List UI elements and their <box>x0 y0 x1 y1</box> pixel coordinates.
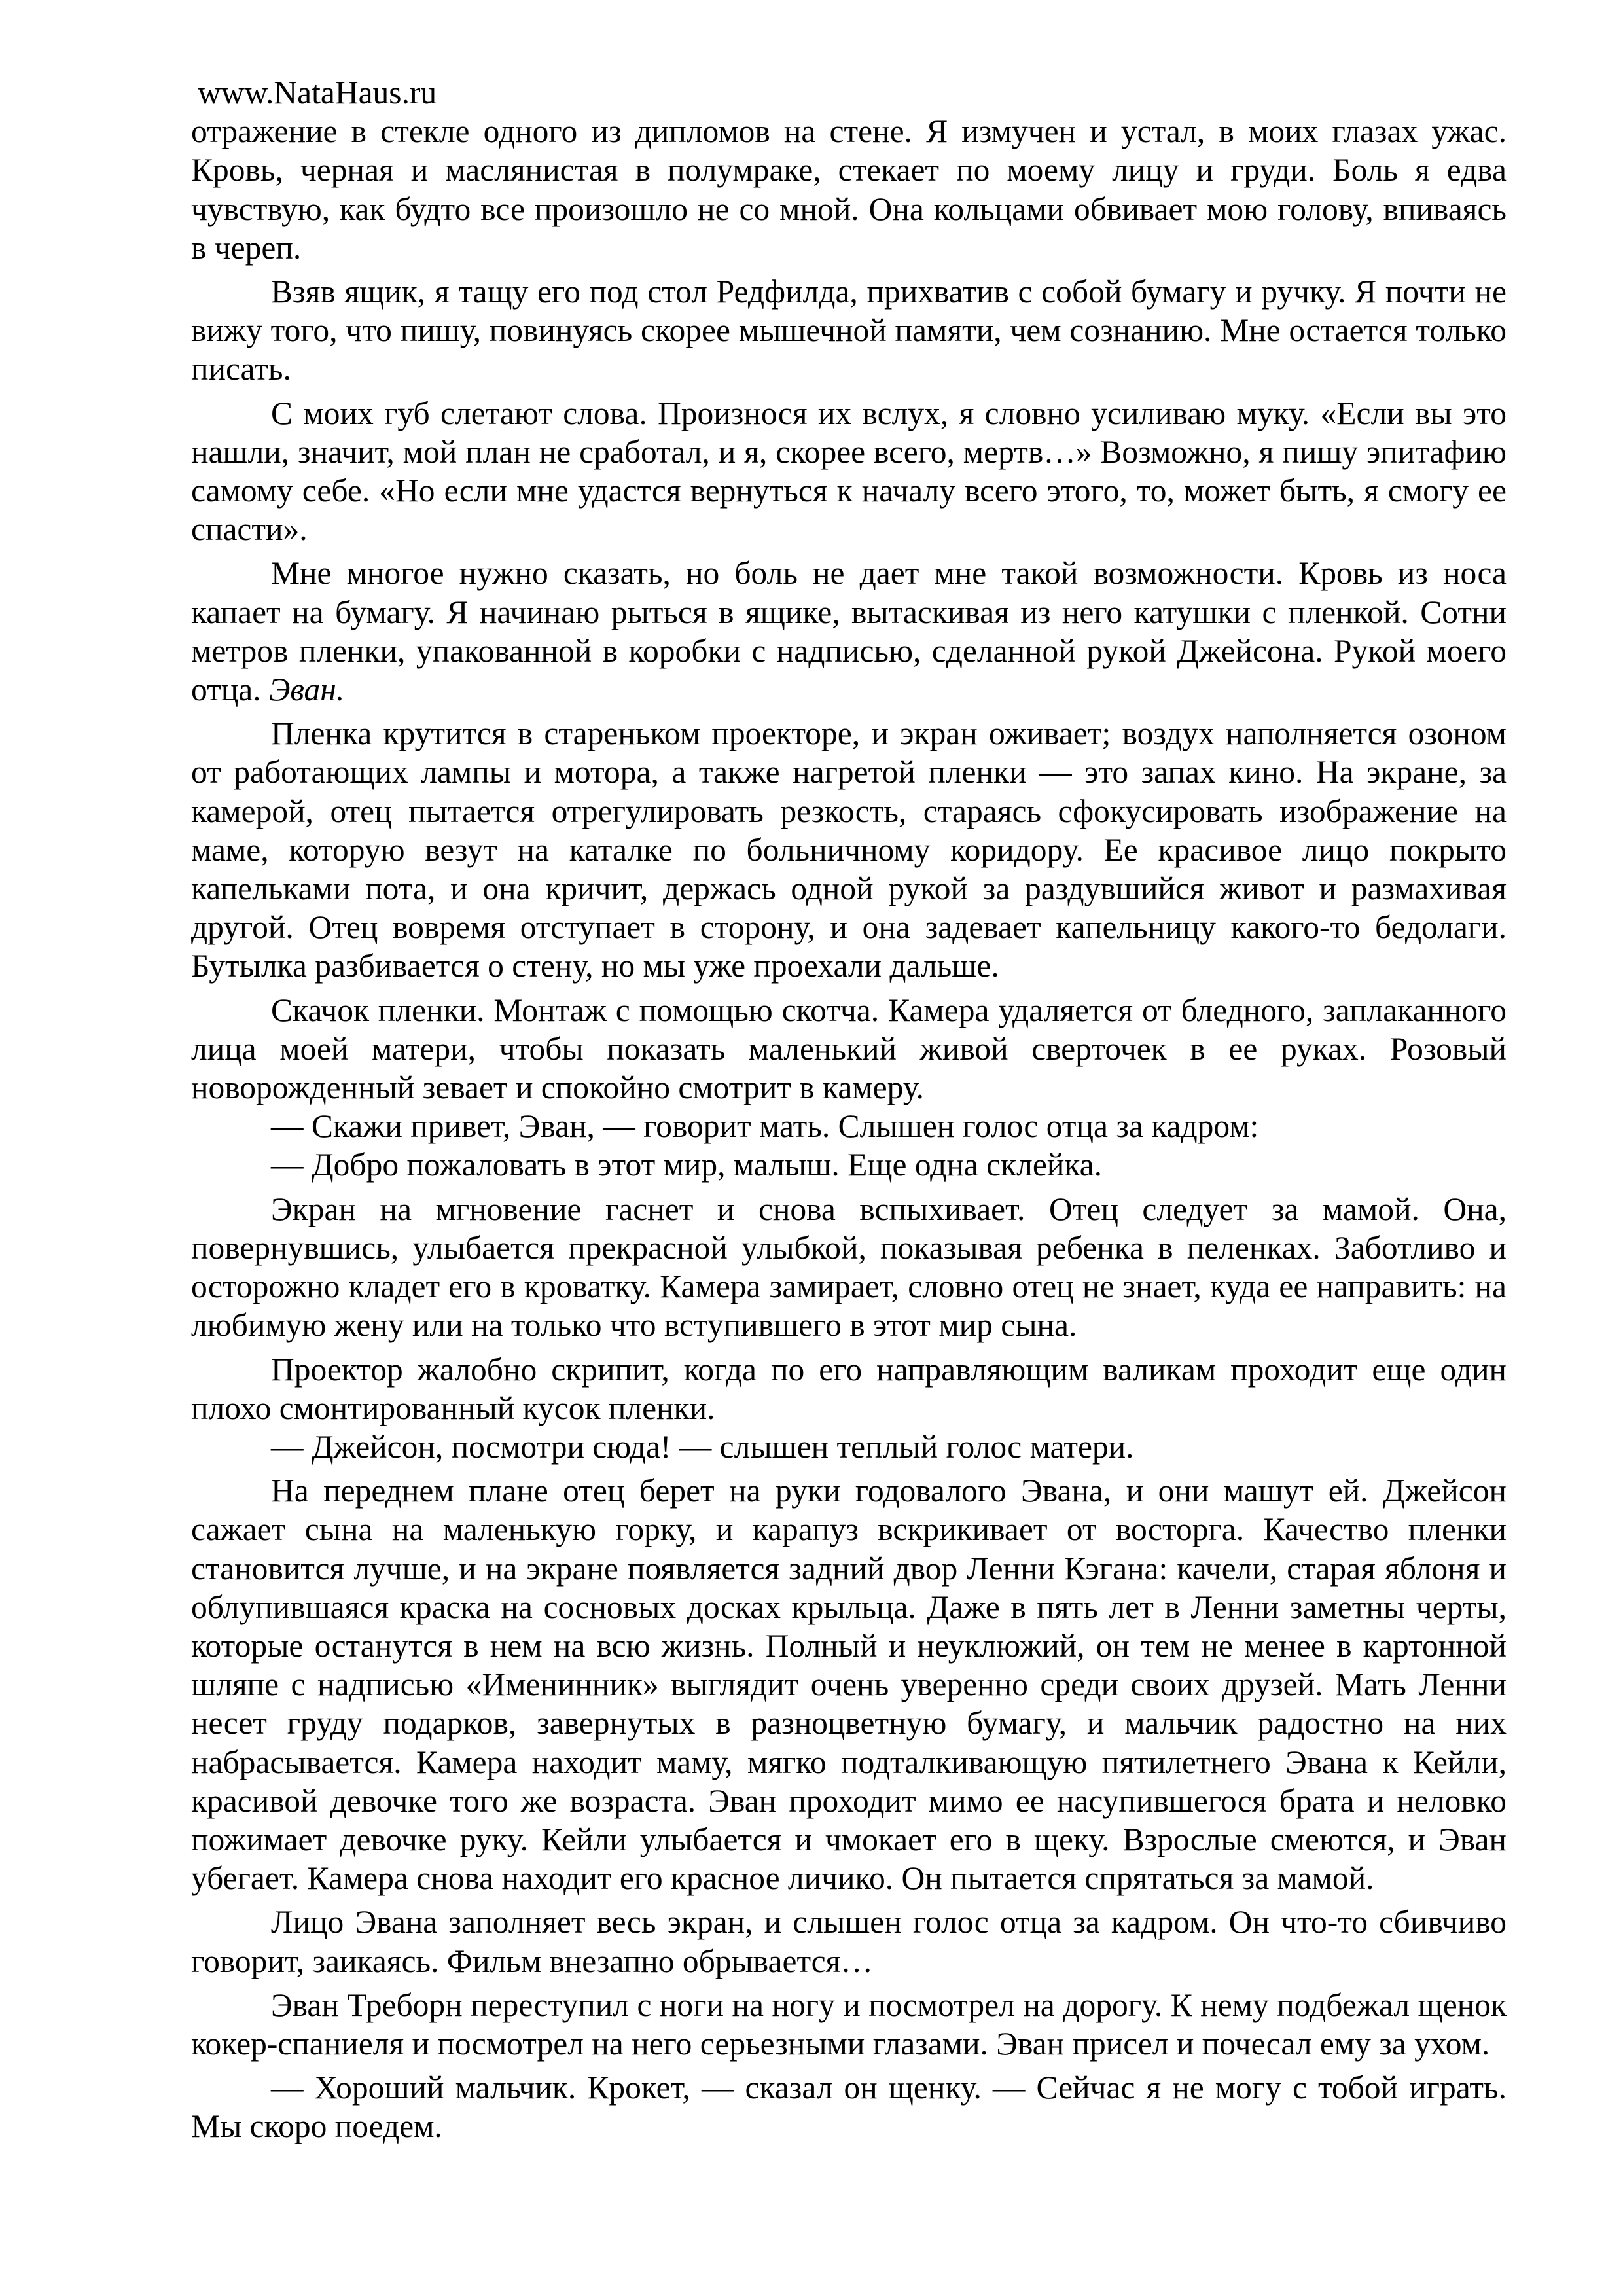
paragraph: Проектор жалобно скрипит, когда по его направляющим валикам проходит еще один плохо смонтированный кусок пленки. <box>191 1351 1507 1426</box>
site-url-header: www.NataHaus.ru <box>198 75 437 111</box>
paragraph: На переднем плане отец берет на руки годовалого Эвана, и они машут ей. Джейсон сажает сына на маленькую горку, и карапуз вскрикивает от восторга. Качество пленки становится лучше, и на экране появляется задний двор Ленни Кэгана: качели, старая яблоня и облупившаяся краска на сосновых досках крыльца. Даже в пять лет в Ленни заметны черты, которые останутся в нем на всю жизнь. Полный и неуклюжий, он тем не менее в картонной шляпе с надписью «Именинник» выглядит очень уверенно среди своих друзей. Мать Ленни несет груду подарков, завернутых в разноцветную бумагу, и мальчик радостно на них набрасывается. Камера находит маму, мягко подталкивающую пятилетнего Эвана к Кейли, красивой девочке того же возраста. Эван проходит мимо ее насупившегося брата и неловко пожимает девочке руку. Кейли улыбается и чмокает его в щеку. Взрослые смеются, и Эван убегает. Камера снова находит его красное личико. Он пытается спрятаться за мамой. <box>191 1473 1507 1897</box>
dialogue-line: — Хороший мальчик. Крокет, — сказал он щенку. — Сейчас я не могу с тобой играть. Мы скоро поедем. <box>191 2070 1507 2145</box>
dialogue-line: — Джейсон, посмотри сюда! — слышен теплый голос матери. <box>271 1428 1134 1465</box>
paragraph <box>191 554 1507 709</box>
paragraph: Взяв ящик, я тащу его под стол Редфилда, прихватив с собой бумагу и ручку. Я почти не вижу того, что пишу, повинуясь скорее мышечной памяти, чем сознанию. Мне остается только писать. <box>191 274 1507 387</box>
dialogue-line: — Скажи привет, Эван, — говорит мать. Слышен голос отца за кадром: <box>271 1108 1259 1145</box>
dialogue-line: — Добро пожаловать в этот мир, малыш. Еще одна склейка. <box>271 1147 1102 1183</box>
paragraph: Экран на мгновение гаснет и снова вспыхивает. Отец следует за мамой. Она, повернувшись, улыбается прекрасной улыбкой, показывая ребенка в пеленках. Заботливо и осторожно кладет его в кроватку. Камера замирает, словно отец не знает, куда ее направить: на любимую жену или на только что вступившего в этот мир сына. <box>191 1191 1507 1344</box>
paragraph-text: Мне многое нужно сказать, но боль не дает мне такой возможности. Кровь из носа капает на бумагу. Я начинаю рыться в ящике, вытаскивая из него катушки с пленкой. Сотни метров пленки, упакованной в коробки с надписью, сделанной рукой Джейсона. Рукой моего отца. <box>191 555 1507 708</box>
document-page <box>191 73 1507 2146</box>
paragraph: Пленка крутится в стареньком проекторе, и экран оживает; воздух наполняется озоном от работающих лампы и мотора, а также нагретой пленки — это запах кино. На экране, за камерой, отец пытается отрегулировать резкость, стараясь сфокусировать изображение на маме, которую везут на каталке по больничному коридору. Ее красивое лицо покрыто капельками пота, и она кричит, держась одной рукой за раздувшийся живот и размахивая другой. Отец вовремя отступает в сторону, и она задевает капельницу какого-то бедолаги. Бутылка разбивается о стену, но мы уже проехали дальше. <box>191 715 1507 984</box>
italic-name: Эван. <box>268 672 345 708</box>
paragraph: Лицо Эвана заполняет весь экран, и слышен голос отца за кадром. Он что-то сбивчиво говорит, заикаясь. Фильм внезапно обрывается… <box>191 1904 1507 1979</box>
paragraph: отражение в стекле одного из дипломов на стене. Я измучен и устал, в моих глазах ужас. Кровь, черная и маслянистая в полумраке, стекает по моему лицу и груди. Боль я едва чувствую, как будто все произошло не со мной. Она кольцами обвивает мою голову, впиваясь в череп. <box>191 113 1507 266</box>
paragraph: Эван Треборн переступил с ноги на ногу и посмотрел на дорогу. К нему подбежал щенок кокер-спаниеля и посмотрел на него серьезными глазами. Эван присел и почесал ему за ухом. <box>191 1986 1507 2062</box>
paragraph: С моих губ слетают слова. Произнося их вслух, я словно усиливаю муку. «Если вы это нашли, значит, мой план не сработал, и я, скорее всего, мертв…» Возможно, я пишу эпитафию самому себе. «Но если мне удастся вернуться к началу всего этого, то, может быть, я смогу ее спасти». <box>191 395 1507 548</box>
paragraph: Скачок пленки. Монтаж с помощью скотча. Камера удаляется от бледного, заплаканного лица моей матери, чтобы показать маленький живой сверточек в ее руках. Розовый новорожденный зевает и спокойно смотрит в камеру. <box>191 992 1507 1106</box>
